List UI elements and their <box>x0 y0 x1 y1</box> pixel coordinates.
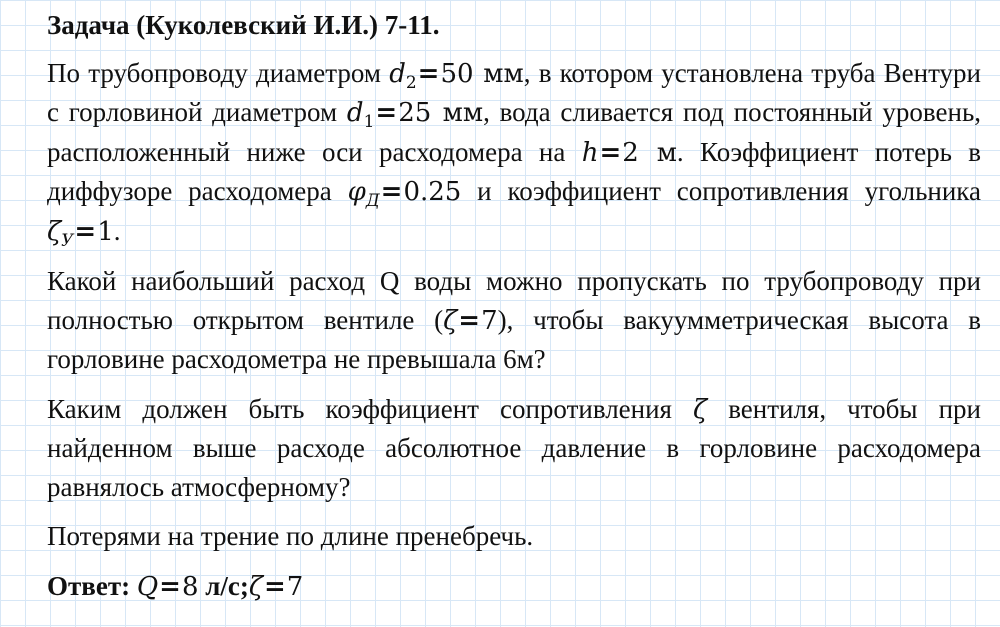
subscript: 1 <box>363 112 375 133</box>
equals-sign: = <box>375 98 398 128</box>
value: 7 <box>481 305 498 336</box>
statement-text: , вода сливается под постоянный уровень, расположенный ниже оси расходомера на <box>47 97 982 167</box>
formula-phi <box>347 177 462 212</box>
statement-text: . Коэффициент потерь в диффузоре расходомера <box>47 136 982 206</box>
answer-zeta <box>249 572 303 602</box>
equals-sign: = <box>599 137 622 168</box>
var-d: d <box>389 58 406 89</box>
formula-d1 <box>346 98 484 133</box>
question-text: Какой наибольший расход Q воды можно пропускать по трубопроводу при полностью открытом вентиле ( <box>47 266 981 335</box>
statement-text: и коэффициент сопротивления угольника <box>461 176 981 206</box>
formula-zeta <box>443 306 497 336</box>
unit: мм <box>483 58 524 89</box>
value: 25 <box>398 98 432 128</box>
question-one <box>47 262 981 379</box>
equals-sign: = <box>74 216 97 247</box>
answer-formula <box>137 572 199 602</box>
formula-d2 <box>389 58 524 93</box>
var-zeta: ζ <box>693 394 708 425</box>
answer-unit: л/с; <box>198 570 249 601</box>
var-zeta: ζ <box>443 305 458 336</box>
statement-text: По трубопроводу диаметром <box>47 57 390 88</box>
value: 50 <box>440 58 474 89</box>
question-two <box>47 390 981 507</box>
value: 8 <box>181 571 199 602</box>
answer-label: Ответ: <box>47 570 137 601</box>
var-q: Q <box>136 571 159 602</box>
question-text: Каким должен быть коэффициент сопротивления <box>47 393 694 424</box>
statement-text: , в котором установлена труба Вентури с горловиной диаметром <box>47 57 981 127</box>
assumption-note: Потерями на трение по длине пренебречь. <box>47 521 534 551</box>
statement-text: . <box>113 215 121 246</box>
subscript: У <box>61 230 74 251</box>
problem-statement <box>47 54 981 252</box>
subscript: Д <box>365 191 380 212</box>
formula-h <box>582 138 677 168</box>
answer <box>47 567 981 607</box>
var-h: h <box>581 137 599 168</box>
var-d: d <box>346 98 364 128</box>
equals-sign: = <box>159 571 181 602</box>
equals-sign: = <box>417 58 440 89</box>
question-text: ), чтобы вакуумметрическая высота в горловине расходометра не превышала 6м? <box>47 304 981 374</box>
var-zeta: ζ <box>248 571 263 602</box>
unit: м <box>656 137 677 168</box>
value: 2 <box>622 137 639 168</box>
equals-sign: = <box>263 571 286 602</box>
value: 0.25 <box>403 177 462 207</box>
formula-zeta-u <box>47 216 114 251</box>
task-title: Задача (Куколевский И.И.) 7-11. <box>47 10 440 40</box>
equals-sign: = <box>458 305 481 336</box>
subscript: 2 <box>405 72 417 93</box>
unit: мм <box>442 98 484 128</box>
var-zeta: ζ <box>47 216 62 247</box>
task-document <box>47 6 981 606</box>
value: 7 <box>286 571 304 602</box>
formula-zeta <box>693 395 707 425</box>
var-phi: φ <box>347 177 366 207</box>
value: 1 <box>97 216 114 247</box>
equals-sign: = <box>380 177 403 207</box>
question-text: вентиля, чтобы при найденном выше расходе абсолютное давление в горловине расходомера равнялось атмосферному? <box>47 393 982 502</box>
